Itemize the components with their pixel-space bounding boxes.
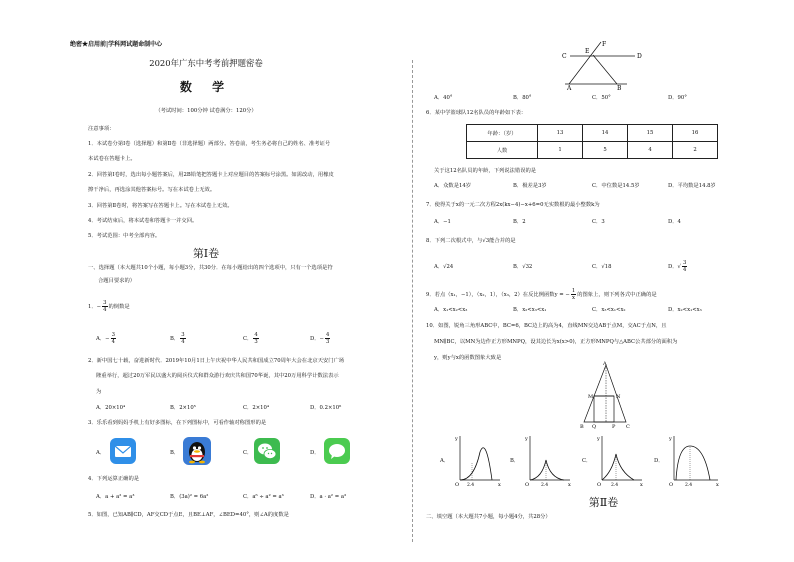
q10-option-label: C． (582, 458, 592, 464)
q10-option-label: D． (654, 458, 664, 464)
label-e: E (585, 48, 590, 55)
notes-heading: 注意事项： (88, 126, 115, 132)
q10-graph-c (594, 432, 646, 488)
table-row (467, 125, 718, 142)
q5-option-b: B．80° (513, 95, 532, 101)
svg-text:O: O (597, 482, 602, 488)
q10-graph-b (522, 432, 574, 488)
label-p: P (612, 424, 616, 430)
q7-option-b: B．2 (513, 219, 526, 225)
table-cell: 1 (538, 142, 583, 159)
label-b: B (617, 85, 622, 90)
q9-option-c: C．x₃<x₁<x₂ (592, 307, 626, 313)
svg-text:x: x (568, 482, 571, 488)
q9-option-b: B．x₂<x₃<x₁ (513, 307, 547, 313)
svg-text:y: y (455, 436, 458, 442)
question-3: 3．乐乐看到妈妈手机上有好多图标，在下列图标中，可看作轴对称图形的是 (88, 420, 267, 426)
svg-text:2.4: 2.4 (685, 483, 693, 488)
table-cell: 15 (628, 125, 673, 142)
q1-option-c: C． $\frac{4}{3}$ (243, 332, 258, 345)
label-a: A (567, 85, 572, 90)
q8-option-d: D．√ $\frac{3}{4}$ (668, 260, 687, 273)
q6-option-d: D．平均数是14.8岁 (668, 183, 716, 189)
section1-title: 第Ⅰ卷 (192, 247, 220, 260)
note-line: 本试卷在答题卡上。 (88, 156, 136, 162)
question-2-line: 2．新中国七十载，奋进新时代．2019年10月1日上午庆祝中华人民共和国成立70周年大会在北京天安门广场 (88, 358, 345, 364)
svg-text:2.4: 2.4 (467, 483, 475, 488)
q6-option-c: C．中位数是14.5岁 (592, 183, 640, 189)
svg-text:2.4: 2.4 (611, 483, 619, 488)
svg-text:x: x (498, 482, 501, 488)
svg-text:O: O (455, 482, 460, 488)
q5-option-d: D．90° (668, 95, 687, 101)
q2-option-d: D．0.2×10⁶ (310, 405, 342, 411)
q3-option-label: A． (96, 450, 106, 456)
note-line: 4．考试结束后，将本试卷和答题卡一并交回。 (88, 218, 198, 224)
label-b: B (580, 424, 584, 430)
question-10-line: MN∥BC，以MN为边作正方形MNPQ，设其边长为x(x>0)，正方形MNPQ与△ABC公共部分的面积为 (434, 339, 678, 345)
q6-after: 关于这12名队员的年龄，下列说法错误的是 (434, 168, 537, 174)
question-2-line: 为 (96, 389, 102, 395)
q4-option-b: B．(3a)² = 6a² (170, 494, 209, 500)
column-divider (412, 60, 413, 542)
q10-triangle-figure (578, 360, 634, 430)
svg-text:O: O (669, 482, 674, 488)
q5-figure (555, 38, 645, 90)
table-cell: 16 (673, 125, 718, 142)
label-a: A (603, 361, 607, 367)
question-2-line: 隆重举行，超过20万军民以盛大的阅兵仪式和群众游行欢庆共和国70华诞，其中20万用科学计数法表示 (96, 373, 339, 379)
table-cell: 13 (538, 125, 583, 142)
svg-text:y: y (525, 436, 528, 442)
question-6: 6．某中学篮球队12名队员的年龄如下表： (426, 110, 527, 116)
q5-option-a: A．40° (434, 95, 453, 101)
q4-option-d: D．a · a² = a³ (310, 494, 347, 500)
svg-text:x: x (716, 482, 719, 488)
q4-option-c: C．a⁶ ÷ a² = a³ (243, 494, 284, 500)
question-8: 8．下列二次根式中，与√3能合并的是 (426, 238, 516, 244)
svg-text:y: y (669, 436, 672, 442)
q9-option-a: A．x₁<x₂<x₃ (434, 307, 468, 313)
table-cell: 4 (628, 142, 673, 159)
q3-option-label: D． (310, 450, 320, 456)
q8-option-c: C．√18 (592, 264, 612, 270)
label-n: N (616, 394, 621, 400)
q10-graph-a (452, 432, 504, 488)
svg-text:x: x (640, 482, 643, 488)
section2-title: 第Ⅱ卷 (588, 496, 619, 509)
header-note: 绝密★启用前|学科网试题命制中心 (70, 41, 163, 48)
age-table (466, 124, 718, 159)
q2-option-b: B．2×10⁵ (170, 405, 196, 411)
q2-option-c: C．2×10⁴ (243, 405, 270, 411)
svg-text:2.4: 2.4 (541, 483, 549, 488)
question-7: 7．使得关于x的一元二次方程2x(kx−4)−x+6=0无实数根的最小整数k为 (426, 202, 600, 208)
section1-intro: 合题目要求的） (98, 278, 136, 284)
q8-option-b: B．√32 (513, 264, 533, 270)
q7-option-a: A．−1 (434, 219, 451, 225)
svg-text:y: y (597, 436, 600, 442)
svg-text:O: O (525, 482, 530, 488)
label-c: C (626, 424, 630, 430)
q4-option-a: A．a + a² = a³ (96, 494, 135, 500)
table-row (467, 142, 718, 159)
table-cell: 2 (673, 142, 718, 159)
wechat-icon (254, 438, 280, 464)
q1-option-b: B． $\frac{3}{4}$ (170, 332, 185, 345)
q7-option-c: C．3 (592, 219, 605, 225)
question-9: 9．若点（x₁，−1），（x₂，1），（x₃，2）在反比例函数y = − $\frac{1}{x}$ 的图象上，则下列各式中正确的是 (426, 288, 657, 301)
q10-graph-d (666, 432, 722, 488)
question-5: 5．如图，已知AB∥CD，AF交CD于点E，且BE⊥AF，∠BED=40°，则∠A的度数是 (88, 512, 289, 518)
label-m: M (588, 394, 594, 400)
table-cell: 人数 (467, 142, 538, 159)
section2-intro: 二、填空题（本大题共7小题，每小题4分，共28分） (426, 514, 551, 520)
q9-option-d: D．x₂<x₁<x₃ (668, 307, 702, 313)
note-line: 5．考试范围：中考全部内容。 (88, 233, 161, 239)
q3-option-label: C． (243, 450, 253, 456)
q8-option-a: A．√24 (434, 264, 454, 270)
label-f: F (602, 41, 607, 48)
page-title: 2020年广东中考考前押题密卷 (149, 58, 263, 68)
note-line: 2．回答第Ⅰ卷时，选出每小题答案后，用2B铅笔把答题卡上对应题目的答案标号涂黑。如需改动，用橡皮 (88, 172, 334, 178)
label-q: Q (592, 424, 597, 430)
qq-icon (183, 437, 211, 465)
q5-option-c: C．50° (592, 95, 611, 101)
note-line: 3．回答第Ⅱ卷时，将答案写在答题卡上。写在本试卷上无效。 (88, 203, 233, 209)
q1-option-a: A．− $\frac{3}{4}$ (96, 332, 115, 345)
q10-option-label: B． (510, 458, 520, 464)
q3-option-label: B． (170, 450, 180, 456)
table-cell: 14 (583, 125, 628, 142)
table-cell: 年龄：（岁） (467, 125, 538, 142)
question-1: 1．− $\frac{3}{4}$ 的倒数是 (88, 300, 130, 313)
q1-option-d: D．− $\frac{4}{3}$ (310, 332, 330, 345)
question-10-line: 10．如图，锐角三角形ABC中，BC=6，BC边上的高为4，直线MN交边AB于点M，交AC于点N，且 (426, 323, 667, 329)
question-10-line: y，则y与x的函数图象大致是 (434, 355, 502, 361)
q10-option-label: A． (440, 458, 450, 464)
table-cell: 5 (583, 142, 628, 159)
label-d: D (637, 53, 642, 60)
q6-option-a: A．众数是14岁 (434, 183, 472, 189)
q2-option-a: A．20×10⁴ (96, 405, 126, 411)
subject-title: 数 学 (179, 80, 233, 94)
mail-icon (110, 438, 136, 464)
note-line: 1．本试卷分第Ⅰ卷（选择题）和第Ⅱ卷（非选择题）两部分。答卷前，考生务必将自己的姓名、准考证号 (88, 141, 331, 147)
message-icon (324, 438, 350, 464)
note-line: 擦干净后，再选涂其他答案标号。写在本试卷上无效。 (88, 187, 216, 193)
q6-option-b: B．极差是3岁 (513, 183, 547, 189)
label-c: C (562, 53, 567, 60)
question-4: 4．下列运算正确的是 (88, 476, 140, 482)
exam-info: （考试时间：100分钟 试卷满分：120分） (155, 108, 257, 114)
section1-intro: 一、选择题（本大题共10个小题，每小题3分，共30分．在每小题给出的四个选项中，只有一个选项是符 (88, 265, 333, 271)
q7-option-d: D．4 (668, 219, 681, 225)
